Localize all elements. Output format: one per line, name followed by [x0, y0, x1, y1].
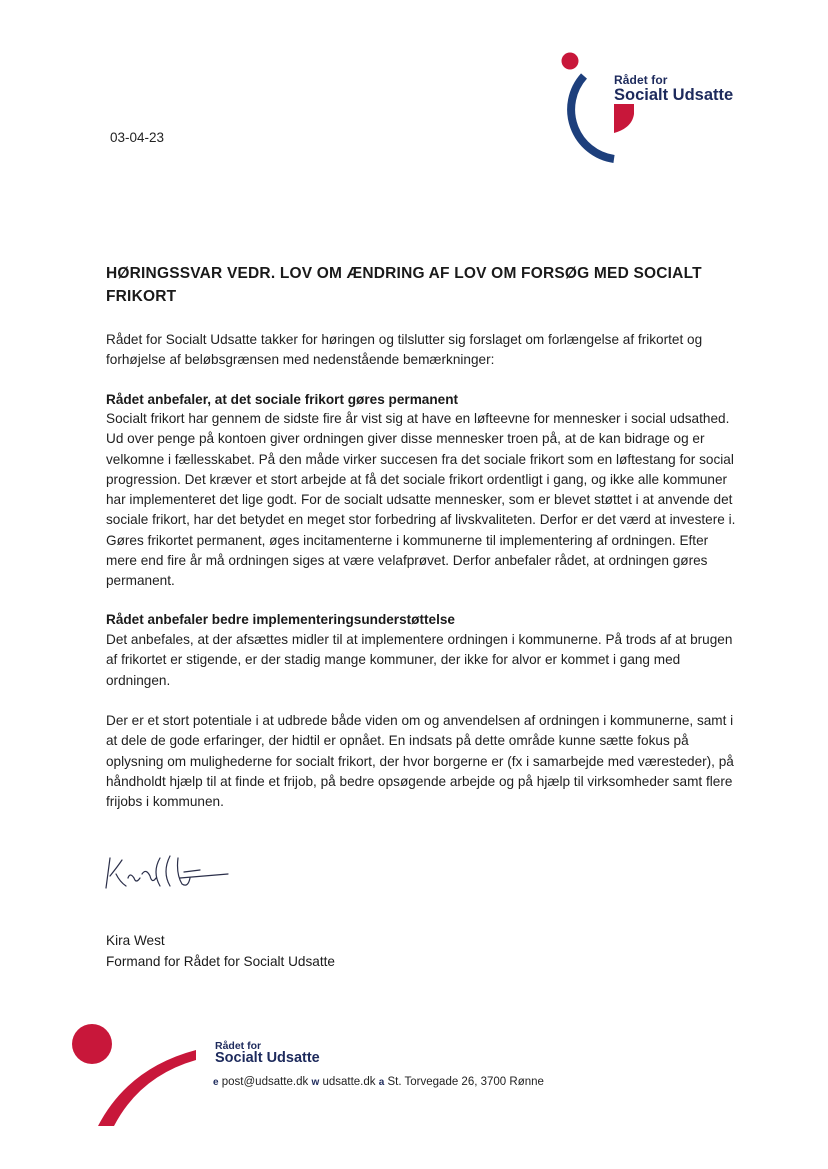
- letter-title: HØRINGSSVAR VEDR. LOV OM ÆNDRING AF LOV OM FORSØG MED SOCIALT FRIKORT: [106, 265, 702, 305]
- intro-paragraph: Rådet for Socialt Udsatte takker for høringen og tilslutter sig forslaget om forlængelse af frikortet og forhøjelse af beløbsgrænsen med nedenstående bemærkninger:: [106, 332, 703, 368]
- email-link[interactable]: post@udsatte.dk: [221, 1076, 309, 1088]
- logo-name-small: Rådet for: [614, 73, 668, 87]
- address-key: a: [378, 1077, 385, 1088]
- handwritten-signature: [100, 848, 240, 898]
- logo-name-big: Socialt Udsatte: [614, 86, 734, 104]
- web-link[interactable]: udsatte.dk: [322, 1076, 376, 1088]
- logo-mark-icon: [556, 48, 756, 166]
- signer-name: Kira West: [106, 933, 165, 948]
- header-logo: [556, 48, 756, 166]
- section2-body-2: Der er et stort potentiale i at udbrede både viden om og anvendelsen af ordningen i kommunerne, samt i at dele de gode erfaringer, der hidtil er opnået. En indsats på dette område kunne sætte fokus på oplysning om mulighederne for socialt frikort, der hvor borgerne er (fx i samarbejde med væresteder), på håndholdt hjælp til at finde et frijob, på bedre opsøgende arbejde og på hjælp til virksomheder samt flere frijobs i kommunen.: [106, 713, 734, 810]
- email-key: e: [213, 1077, 219, 1088]
- letter-date: 03-04-23: [110, 130, 165, 145]
- footer-name-big: Socialt Udsatte: [215, 1050, 320, 1066]
- section2-heading: Rådet anbefaler bedre implementeringsunderstøttelse: [106, 612, 455, 627]
- section1-body: Socialt frikort har gennem de sidste fire år vist sig at have en løfteevne for mennesker i social udsathed. Ud over penge på kontoen giver ordningen giver disse mennesker troen på, at de kan bidrage og er velkomne i fællesskabet. På den måde virker succesen fra det sociale frikort som en løftestang for social progression. Det kræver et stort arbejde at få det sociale frikort ordentligt i gang, og ikke alle kommuner har implementeret det lige godt. For de socialt udsatte mennesker, som er blevet støttet i at anvende det sociale frikort, har det betydet en meget stor forbedring af livskvaliteten. Derfor er det værd at investere i. Gøres frikortet permanent, øges incitamenterne i kommunerne til implementering af ordningen. Efter mere end fire år må ordningen siges at være velafprøvet. Derfor anbefaler rådet, at ordningen gøres permanent.: [106, 411, 736, 589]
- footer-name-small: Rådet for: [215, 1040, 262, 1052]
- footer-logo-mark-icon: [70, 1020, 210, 1130]
- section1-heading: Rådet anbefaler, at det sociale frikort gøres permanent: [106, 392, 459, 407]
- signer-title: Formand for Rådet for Socialt Udsatte: [106, 954, 335, 969]
- section2-body: Det anbefales, at der afsættes midler til at implementere ordningen i kommunerne. På trods af at brugen af frikortet er stigende, er der stadig mange kommuner, der ikke for alvor er kommet i gang med ordningen.: [106, 632, 733, 688]
- footer-contact: [213, 1076, 544, 1088]
- web-key: w: [311, 1077, 320, 1088]
- address: St. Torvegade 26, 3700 Rønne: [387, 1076, 544, 1088]
